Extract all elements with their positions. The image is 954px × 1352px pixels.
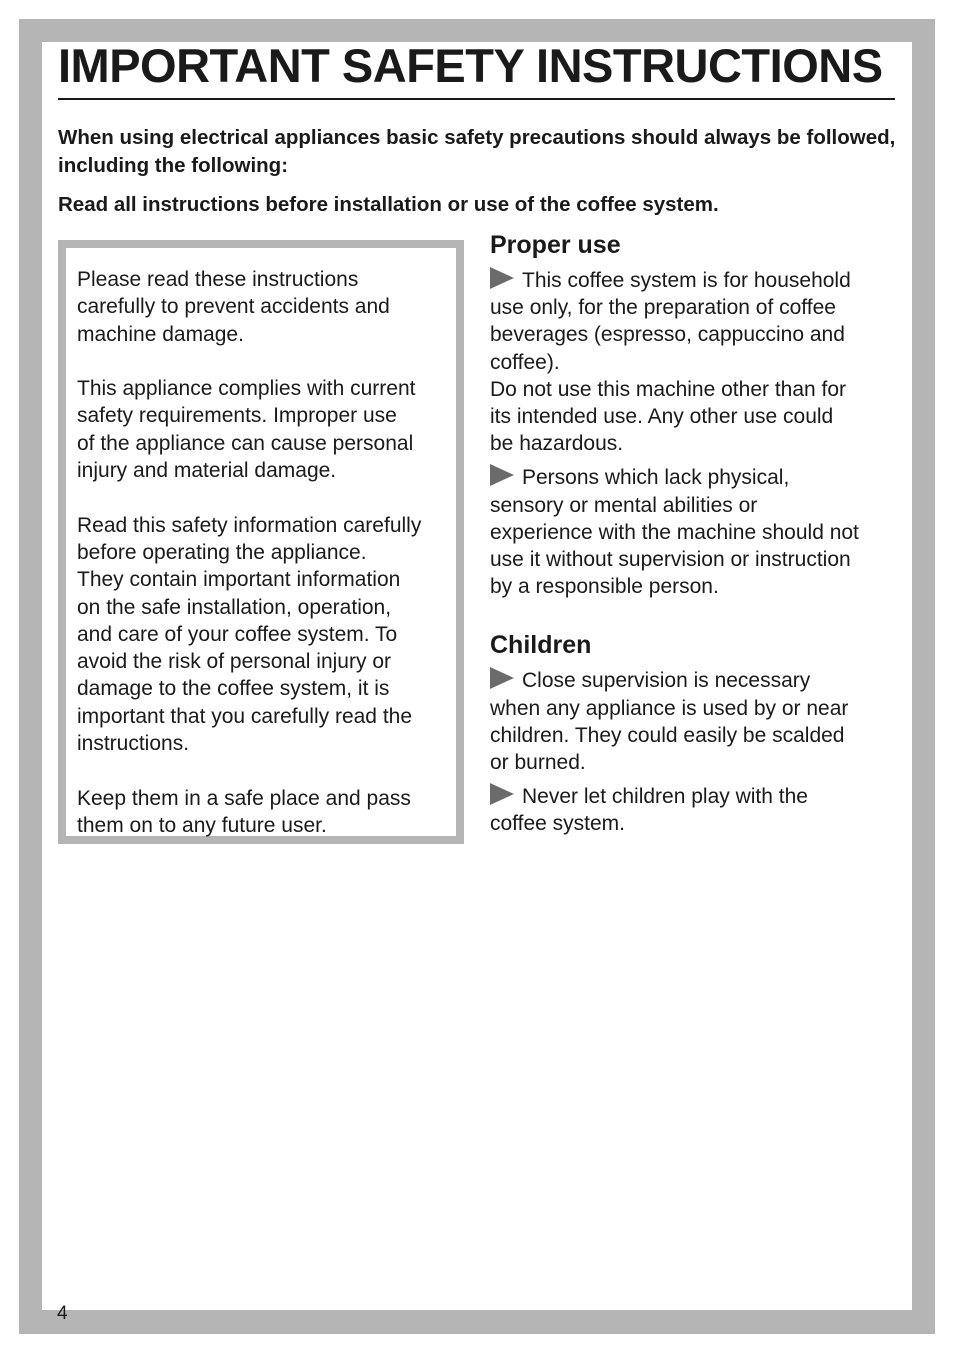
triangle-right-icon: [490, 464, 514, 486]
notice-line: before operating the appliance.: [77, 540, 367, 564]
bullet-supervision-persons: [490, 464, 910, 600]
bullet-line: by a responsible person.: [490, 575, 719, 599]
bullet-line: Persons which lack physical,: [522, 466, 790, 490]
notice-line: instructions.: [77, 732, 190, 756]
bullet-no-play: [490, 783, 910, 837]
notice-line: and care of your coffee system. To: [77, 622, 398, 646]
bullet-line: Close supervision is necessary: [522, 669, 811, 693]
page-title: IMPORTANT SAFETY INSTRUCTIONS: [58, 39, 883, 92]
bullet-line: experience with the machine should not: [490, 520, 859, 544]
notice-line: injury and material damage.: [77, 459, 337, 483]
triangle-right-icon: [490, 667, 514, 689]
notice-line: them on to any future user.: [77, 813, 327, 837]
notice-line: on the safe installation, operation,: [77, 595, 392, 619]
notice-line: Keep them in a safe place and pass: [77, 786, 411, 810]
bullet-line: be hazardous.: [490, 432, 624, 456]
bullet-line: children. They could easily be scalded: [490, 723, 845, 747]
bullet-line: use only, for the preparation of coffee: [490, 296, 836, 320]
section-heading-proper-use: Proper use: [490, 231, 621, 259]
notice-box: [58, 240, 464, 844]
notice-paragraph-3: [77, 512, 467, 758]
notice-line: carefully to prevent accidents and: [77, 295, 390, 319]
bullet-close-supervision: [490, 667, 910, 776]
bullet-household-use: [490, 267, 910, 457]
notice-line: important that you carefully read the: [77, 704, 413, 728]
bullet-line: Do not use this machine other than for: [490, 377, 847, 401]
notice-line: Please read these instructions: [77, 268, 359, 291]
bullet-line: when any appliance is used by or near: [490, 696, 849, 720]
triangle-right-icon: [490, 783, 514, 805]
bullet-line: or burned.: [490, 751, 586, 775]
notice-paragraph-4: [77, 785, 467, 840]
notice-paragraph-2: [77, 375, 467, 484]
bullet-line: sensory or mental abilities or: [490, 493, 758, 517]
right-column: [490, 228, 910, 838]
notice-line: avoid the risk of personal injury or: [77, 650, 391, 674]
bullet-line: its intended use. Any other use could: [490, 405, 834, 429]
notice-text: [77, 266, 467, 839]
notice-paragraph-1: [77, 266, 467, 348]
bullet-line: beverages (espresso, cappuccino and: [490, 323, 845, 347]
bullet-line: coffee).: [490, 350, 560, 374]
notice-line: safety requirements. Improper use: [77, 404, 397, 428]
intro-instruction: Read all instructions before installation or use of the coffee system.: [58, 193, 719, 216]
notice-line: Read this safety information carefully: [77, 513, 422, 537]
bullet-line: Never let children play with the: [522, 785, 808, 809]
title-divider: [58, 98, 895, 100]
notice-line: of the appliance can cause personal: [77, 431, 414, 455]
notice-line: machine damage.: [77, 322, 244, 346]
page-number: 4: [57, 1303, 68, 1324]
bullet-line: coffee system.: [490, 812, 626, 836]
notice-box-inner: [66, 248, 456, 836]
notice-line: They contain important information: [77, 568, 401, 592]
intro-text: When using electrical appliances basic safety precautions should always be followed, including the following:: [58, 126, 896, 177]
notice-line: damage to the coffee system, it is: [77, 677, 390, 701]
section-heading-children: Children: [490, 631, 592, 660]
triangle-right-icon: [490, 267, 514, 289]
notice-line: This appliance complies with current: [77, 377, 416, 401]
bullet-line: This coffee system is for household: [522, 269, 851, 292]
bullet-line: use it without supervision or instruction: [490, 548, 851, 572]
